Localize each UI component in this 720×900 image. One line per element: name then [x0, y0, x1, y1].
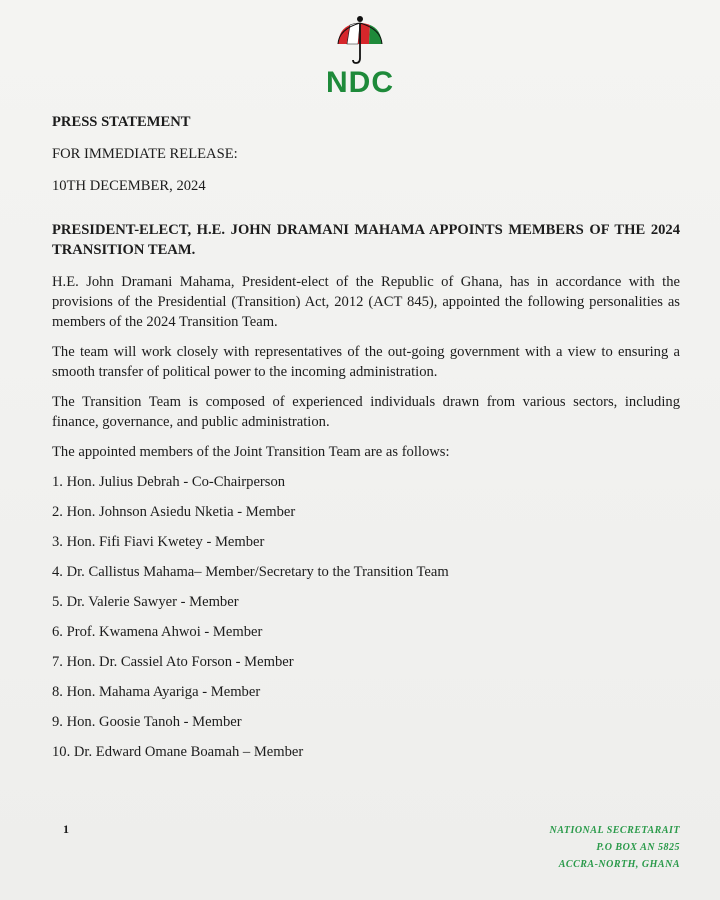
ndc-logo — [0, 12, 720, 98]
secretariat-address — [550, 822, 681, 873]
paragraph-team-composition: The Transition Team is composed of experienced individuals drawn from various sectors, including finance, governance, and public administration. — [52, 394, 680, 430]
paragraph-members-intro: The appointed members of the Joint Transition Team are as follows: — [52, 444, 450, 460]
address-line: NATIONAL SECRETARAIT — [549, 825, 680, 836]
statement-body — [52, 112, 680, 772]
paragraph-team-role: The team will work closely with representatives of the out-going government with a view to ensuring a smooth transfer of political power to the incoming administration. — [52, 344, 680, 380]
address-line: ACCRA-NORTH, GHANA — [558, 859, 680, 870]
paragraph-intro: H.E. John Dramani Mahama, President-elect of the Republic of Ghana, has in accordance with the provisions of the Presidential (Transition) Act, 2012 (ACT 845), appointed the following personalities as members of the 2024 Transition Team. — [52, 274, 680, 330]
list-item: 7. Hon. Dr. Cassiel Ato Forson - Member — [52, 654, 294, 670]
list-item: 6. Prof. Kwamena Ahwoi - Member — [52, 624, 263, 640]
address-line: P.O BOX AN 5825 — [596, 842, 680, 853]
list-item: 10. Dr. Edward Omane Boamah – Member — [52, 744, 304, 760]
list-item: 9. Hon. Goosie Tanoh - Member — [52, 714, 242, 730]
statement-headline: PRESIDENT-ELECT, H.E. JOHN DRAMANI MAHAMA APPOINTS MEMBERS OF THE 2024 TRANSITION TEAM. — [52, 222, 680, 258]
umbrella-icon — [333, 12, 387, 66]
list-item: 4. Dr. Callistus Mahama– Member/Secretary to the Transition Team — [52, 564, 449, 580]
members-list — [52, 472, 680, 772]
list-item: 8. Hon. Mahama Ayariga - Member — [52, 684, 261, 700]
list-item: 2. Hon. Johnson Asiedu Nketia - Member — [52, 504, 296, 520]
release-date: 10TH DECEMBER, 2024 — [52, 178, 206, 194]
list-item: 3. Hon. Fifi Fiavi Kwetey - Member — [52, 534, 265, 550]
list-item: 1. Hon. Julius Debrah - Co-Chairperson — [52, 474, 286, 490]
logo-text: NDC — [326, 66, 394, 99]
release-label: FOR IMMEDIATE RELEASE: — [52, 146, 238, 162]
list-item: 5. Dr. Valerie Sawyer - Member — [52, 594, 239, 610]
page-number: 1 — [63, 822, 69, 836]
press-statement-label: PRESS STATEMENT — [52, 114, 191, 130]
page-footer — [0, 822, 720, 882]
